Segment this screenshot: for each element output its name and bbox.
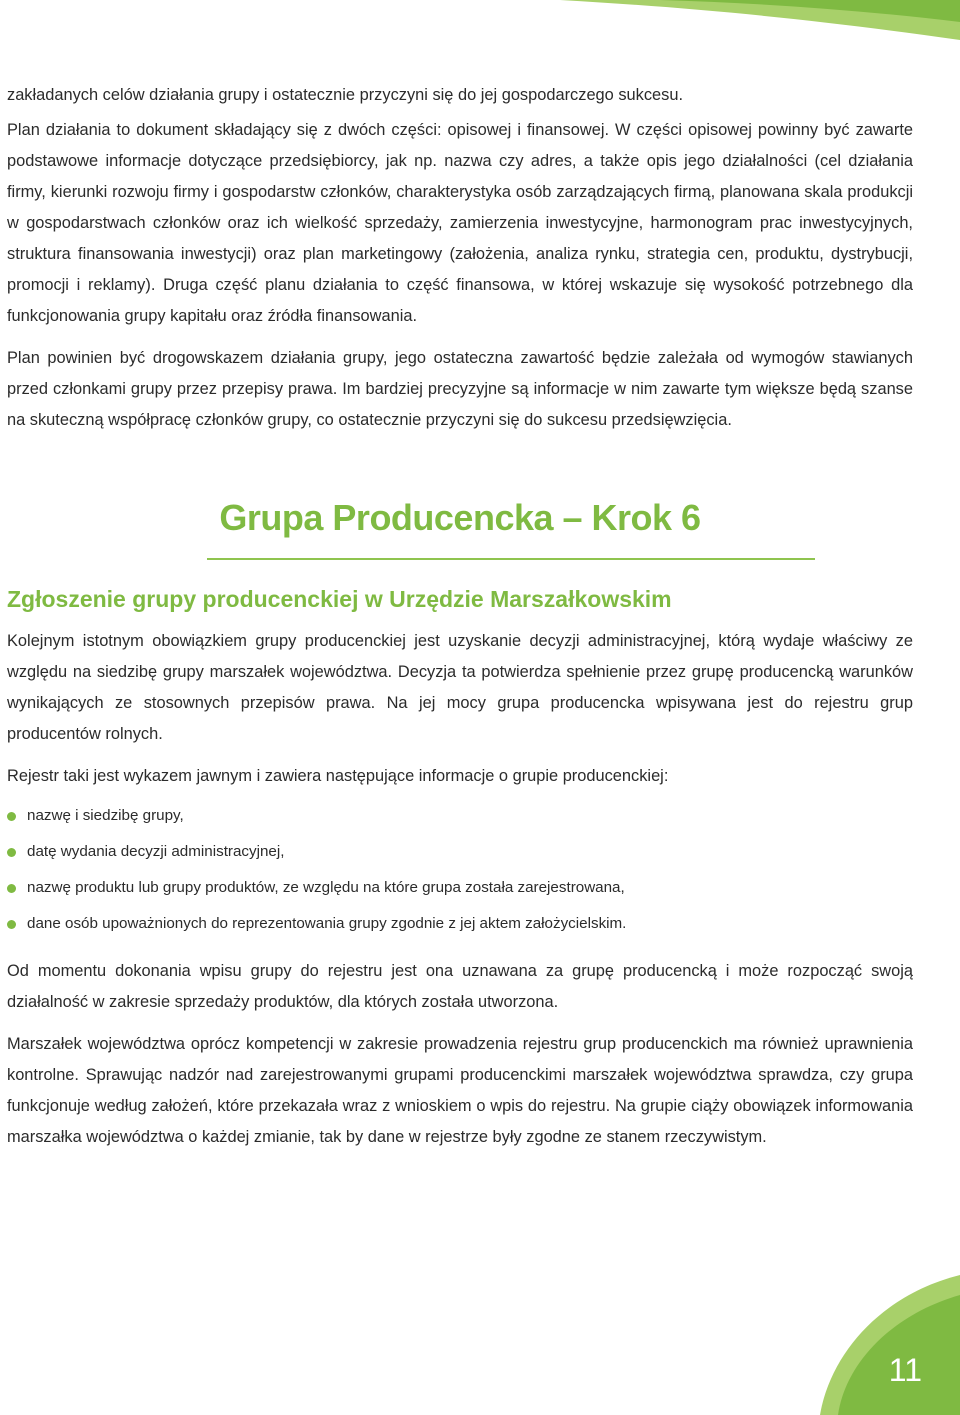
bullet-dot-icon (7, 848, 16, 857)
list-item (7, 798, 913, 834)
page-content (7, 80, 913, 1164)
corner-decoration (820, 1275, 960, 1415)
paragraph: Kolejnym istotnym obowiązkiem grupy producenckiej jest uzyskanie decyzji administracyjnej, którą wydaje właściwy ze względu na siedzibę grupy marszałek województwa. Decyzja ta potwierdza spełnienie przez grupę producencką warunków wynikających ze stosownych przepisów prawa. Na jej mocy grupa producencka wpisywana jest do rejestru grup producentów rolnych. (7, 632, 913, 743)
list-item-text: nazwę i siedzibę grupy, (27, 807, 184, 824)
list-item-text: dane osób upoważnionych do reprezentowania grupy zgodnie z jej aktem założycielskim. (27, 915, 627, 932)
paragraph: zakładanych celów działania grupy i ostatecznie przyczyni się do jej gospodarczego sukcesu. (7, 86, 684, 104)
paragraph: Marszałek województwa oprócz kompetencji w zakresie prowadzenia rejestru grup producenckich ma również uprawnienia kontrolne. Sprawując nadzór nad zarejestrowanymi grupami producenckimi marszałek województwa sprawdza, czy grupa funkcjonuje według założeń, które przekazała wraz z wnioskiem o wpis do rejestru. Na grupie ciąży obowiązek informowania marszałka województwa o każdej zmianie, tak by dane w rejestrze były zgodne ze stanem rzeczywistym. (7, 1035, 913, 1146)
bullet-list (7, 798, 913, 942)
list-item (7, 906, 913, 942)
list-item-text: nazwę produktu lub grupy produktów, ze względu na które grupa została zarejestrowana, (27, 879, 625, 896)
paragraph: Rejestr taki jest wykazem jawnym i zawiera następujące informacje o grupie producenckiej: (7, 767, 669, 785)
page-number: 11 (888, 1352, 922, 1388)
bullet-dot-icon (7, 884, 16, 893)
section-title: Grupa Producencka – Krok 6 (219, 497, 701, 538)
bullet-dot-icon (7, 812, 16, 821)
bullet-dot-icon (7, 920, 16, 929)
list-item-text: datę wydania decyzji administracyjnej, (27, 843, 285, 860)
paragraph: Od momentu dokonania wpisu grupy do rejestru jest ona uznawana za grupę producencką i może rozpocząć swoją działalność w zakresie sprzedaży produktów, dla których została utworzona. (7, 962, 913, 1011)
top-decorative-band (0, 0, 960, 60)
list-item (7, 834, 913, 870)
title-underline (207, 558, 815, 560)
paragraph: Plan działania to dokument składający się z dwóch części: opisowej i finansowej. W części opisowej powinny być zawarte podstawowe informacje dotyczące przedsiębiorcy, jak np. nazwa czy adres, a także opis jego działalności (cel działania firmy, kierunki rozwoju firmy i gospodarstw członków, charakterystyka osób zarządzających firmą, planowana skala produkcji w gospodarstwach członków oraz ich wielkość sprzedaży, zamierzenia inwestycyjne, harmonogram prac inwestycyjnych, struktura finansowania inwestycji) oraz plan marketingowy (założenia, analiza rynku, strategia cen, produktu, dystrybucji, promocji i reklamy). Druga część planu działania to część finansowa, w której wskazuje się wysokość potrzebnego dla funkcjonowania grupy kapitału oraz źródła finansowania. (7, 121, 913, 325)
subsection-title: Zgłoszenie grupy producenckiej w Urzędzie Marszałkowskim (7, 586, 672, 612)
paragraph: Plan powinien być drogowskazem działania grupy, jego ostateczna zawartość będzie zależała od wymogów stawianych przed członkami grupy przez przepisy prawa. Im bardziej precyzyjne są informacje w nim zawarte tym większe będą szanse na skuteczną współpracę członków grupy, co ostatecznie przyczyni się do sukcesu przedsięwzięcia. (7, 349, 913, 429)
list-item (7, 870, 913, 906)
